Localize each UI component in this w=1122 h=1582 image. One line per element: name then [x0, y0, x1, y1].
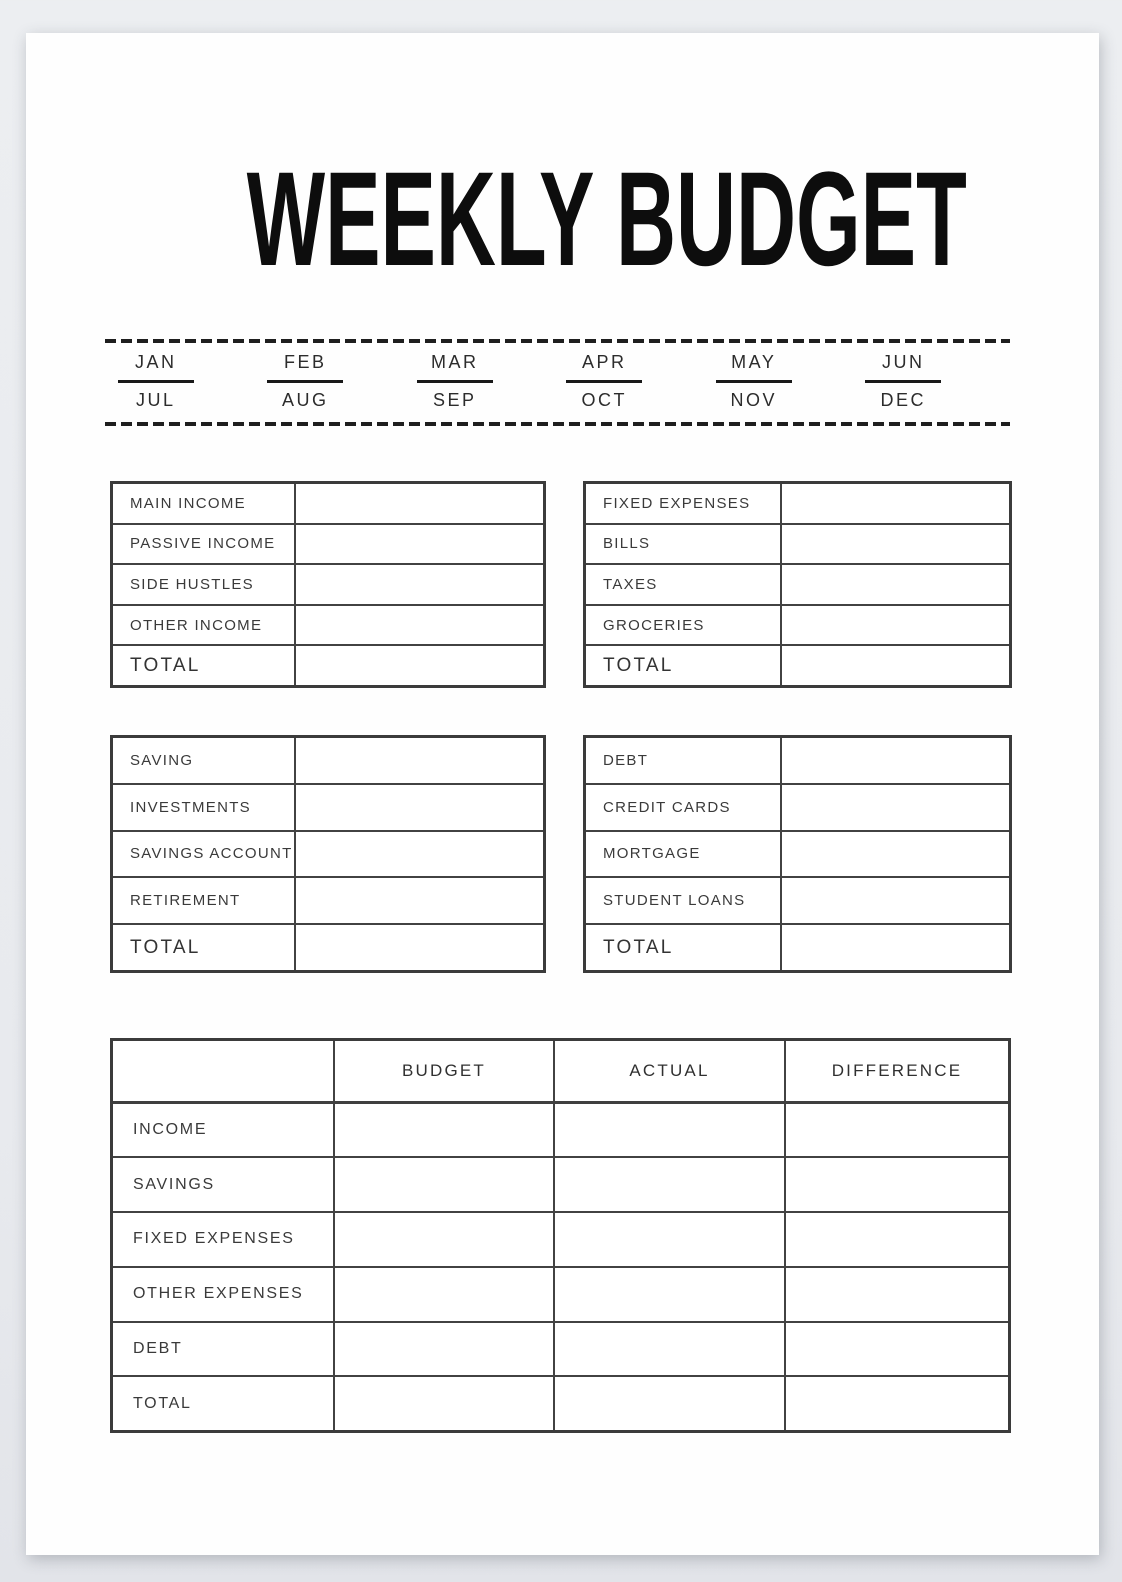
month-label: DEC	[880, 390, 926, 410]
value-cell[interactable]	[782, 606, 1009, 645]
table-row	[586, 830, 1009, 877]
month-underline	[118, 380, 194, 383]
month-column	[566, 349, 642, 413]
value-cell[interactable]	[296, 565, 543, 604]
row-label: SAVINGS	[133, 1175, 215, 1193]
value-cell[interactable]	[784, 1158, 1008, 1211]
month-column	[118, 349, 194, 413]
table-row	[586, 563, 1009, 604]
value-cell[interactable]	[553, 1213, 784, 1266]
planner-page	[26, 33, 1099, 1555]
table-row	[113, 923, 543, 970]
value-cell[interactable]	[333, 1377, 553, 1430]
month-label: SEP	[432, 390, 477, 410]
table-row	[113, 523, 543, 564]
table-row	[586, 876, 1009, 923]
table-row	[113, 830, 543, 877]
value-cell[interactable]	[333, 1104, 553, 1157]
savings-table	[110, 735, 546, 973]
month-label: FEB	[283, 352, 327, 372]
value-cell[interactable]	[333, 1158, 553, 1211]
income-table	[110, 481, 546, 688]
table-row	[586, 783, 1009, 830]
row-label: CREDIT CARDS	[586, 785, 782, 830]
month-label: AUG	[281, 390, 329, 410]
month-underline	[716, 380, 792, 383]
page-title: WEEKLY BUDGET	[246, 145, 967, 294]
value-cell[interactable]	[782, 832, 1009, 877]
value-cell[interactable]	[296, 646, 543, 685]
month-label: MAY	[731, 352, 777, 372]
value-cell[interactable]	[784, 1323, 1008, 1376]
month-label: MAR	[431, 352, 479, 372]
total-label: TOTAL	[586, 646, 782, 685]
dashed-divider-bottom	[105, 422, 1010, 426]
row-label: PASSIVE INCOME	[113, 525, 296, 564]
value-cell[interactable]	[782, 738, 1009, 783]
fixed-expenses-table	[583, 481, 1012, 688]
table-row	[113, 484, 543, 523]
table-row	[586, 523, 1009, 564]
value-cell[interactable]	[782, 646, 1009, 685]
row-label: DEBT	[586, 738, 782, 783]
table-row	[113, 563, 543, 604]
table-row	[113, 738, 543, 783]
row-label: DEBT	[133, 1339, 183, 1357]
value-cell[interactable]	[553, 1323, 784, 1376]
debt-table	[583, 735, 1012, 973]
month-label: JAN	[134, 352, 177, 372]
table-row	[586, 923, 1009, 970]
value-cell[interactable]	[782, 785, 1009, 830]
table-row	[113, 876, 543, 923]
row-label: MORTGAGE	[586, 832, 782, 877]
value-cell[interactable]	[296, 484, 543, 523]
value-cell[interactable]	[782, 878, 1009, 923]
month-label: JUN	[882, 352, 925, 372]
value-cell[interactable]	[784, 1104, 1008, 1157]
column-header: DIFFERENCE	[784, 1041, 1008, 1101]
summary-table	[110, 1038, 1011, 1433]
value-cell[interactable]	[553, 1268, 784, 1321]
month-selector	[81, 349, 978, 413]
table-row	[586, 604, 1009, 645]
month-column	[716, 349, 792, 413]
value-cell[interactable]	[333, 1323, 553, 1376]
table-row	[113, 644, 543, 685]
value-cell[interactable]	[296, 878, 543, 923]
month-underline	[865, 380, 941, 383]
row-label: SAVING	[113, 738, 296, 783]
summary-row	[113, 1101, 1008, 1157]
value-cell[interactable]	[333, 1213, 553, 1266]
column-header: BUDGET	[333, 1041, 553, 1101]
summary-row	[113, 1211, 1008, 1266]
value-cell[interactable]	[782, 565, 1009, 604]
value-cell[interactable]	[296, 832, 543, 877]
value-cell[interactable]	[333, 1268, 553, 1321]
value-cell[interactable]	[296, 925, 543, 970]
summary-row	[113, 1266, 1008, 1321]
dashed-divider-top	[105, 339, 1010, 343]
total-label: TOTAL	[113, 646, 296, 685]
row-label: OTHER EXPENSES	[133, 1285, 304, 1303]
row-label: OTHER INCOME	[113, 606, 296, 645]
row-label: INVESTMENTS	[113, 785, 296, 830]
summary-row	[113, 1375, 1008, 1430]
month-label: APR	[581, 352, 627, 372]
month-underline	[267, 380, 343, 383]
value-cell[interactable]	[296, 785, 543, 830]
month-underline	[566, 380, 642, 383]
row-label: SAVINGS ACCOUNT	[113, 832, 296, 877]
corner-cell	[113, 1041, 333, 1101]
value-cell[interactable]	[553, 1377, 784, 1430]
value-cell[interactable]	[784, 1377, 1008, 1430]
total-label: TOTAL	[586, 925, 782, 970]
row-label: TOTAL	[133, 1394, 192, 1412]
value-cell[interactable]	[296, 606, 543, 645]
month-column	[865, 349, 941, 413]
month-label: OCT	[581, 390, 627, 410]
table-row	[113, 783, 543, 830]
column-header: ACTUAL	[553, 1041, 784, 1101]
row-label: FIXED EXPENSES	[586, 484, 782, 523]
row-label: INCOME	[133, 1120, 208, 1138]
month-underline	[417, 380, 493, 383]
value-cell[interactable]	[782, 925, 1009, 970]
summary-row	[113, 1321, 1008, 1376]
value-cell[interactable]	[784, 1213, 1008, 1266]
value-cell[interactable]	[782, 484, 1009, 523]
row-label: STUDENT LOANS	[586, 878, 782, 923]
table-row	[586, 738, 1009, 783]
month-label: NOV	[730, 390, 777, 410]
row-label: FIXED EXPENSES	[133, 1230, 295, 1248]
row-label: RETIREMENT	[113, 878, 296, 923]
value-cell[interactable]	[296, 525, 543, 564]
table-row	[113, 604, 543, 645]
month-column	[417, 349, 493, 413]
total-label: TOTAL	[113, 925, 296, 970]
summary-header-row	[113, 1041, 1008, 1101]
value-cell[interactable]	[782, 525, 1009, 564]
month-label: JUL	[135, 390, 176, 410]
summary-row	[113, 1156, 1008, 1211]
table-row	[586, 484, 1009, 523]
row-label: SIDE HUSTLES	[113, 565, 296, 604]
row-label: BILLS	[586, 525, 782, 564]
value-cell[interactable]	[296, 738, 543, 783]
value-cell[interactable]	[553, 1104, 784, 1157]
row-label: GROCERIES	[586, 606, 782, 645]
row-label: TAXES	[586, 565, 782, 604]
value-cell[interactable]	[553, 1158, 784, 1211]
month-column	[267, 349, 343, 413]
value-cell[interactable]	[784, 1268, 1008, 1321]
row-label: MAIN INCOME	[113, 484, 296, 523]
table-row	[586, 644, 1009, 685]
